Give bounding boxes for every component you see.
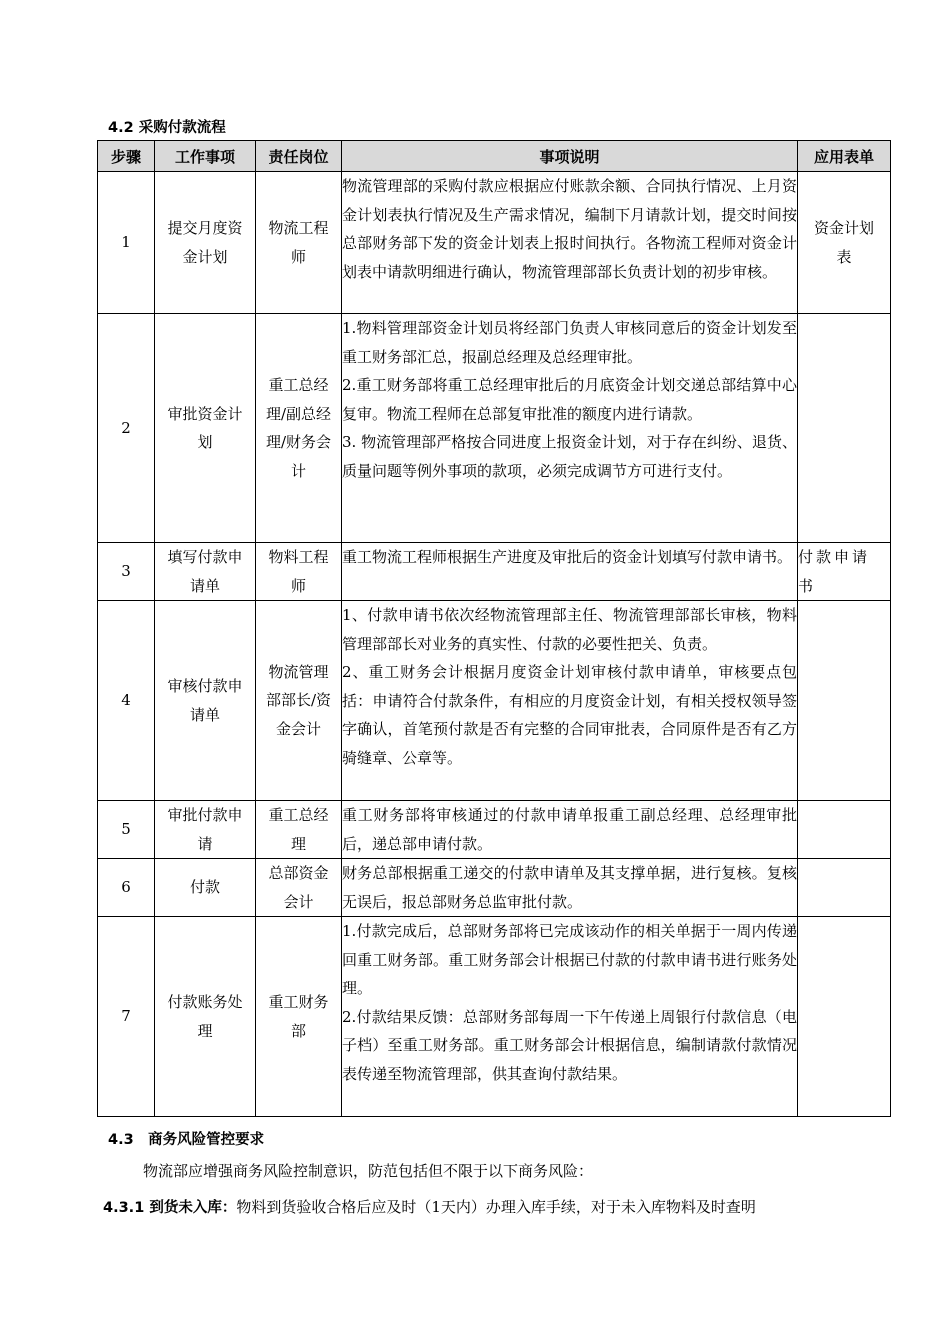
role-text: 重工财务部 bbox=[268, 993, 329, 1040]
description-paragraph: 1.付款完成后，总部财务部将已完成该动作的相关单据于一周内传递回重工财务部。重工财务部会计根据已付款的付款申请书进行账务处理。 bbox=[342, 922, 797, 997]
role-cell bbox=[256, 801, 342, 859]
role-cell bbox=[256, 543, 342, 601]
task-cell bbox=[155, 314, 256, 543]
task-text: 付款账务处理 bbox=[167, 993, 243, 1040]
description-paragraph: 1.物料管理部资金计划员将经部门负责人审核同意后的资金计划发至重工财务部汇总，报副总经理及总经理审批。 bbox=[342, 319, 797, 366]
task-cell bbox=[155, 543, 256, 601]
table-row bbox=[98, 314, 891, 543]
role-text: 重工总经理 bbox=[268, 806, 329, 853]
task-text: 审批资金计划 bbox=[167, 404, 243, 451]
table-row bbox=[98, 801, 891, 859]
item-4-3-1 bbox=[103, 1196, 756, 1217]
table-row bbox=[98, 601, 891, 801]
table-header-row bbox=[98, 141, 891, 172]
form-cell bbox=[798, 601, 891, 801]
form-cell bbox=[798, 859, 891, 917]
task-cell bbox=[155, 801, 256, 859]
role-cell bbox=[256, 859, 342, 917]
table-row bbox=[98, 859, 891, 917]
task-text: 付款 bbox=[189, 878, 220, 897]
section-4-3-intro: 物流部应增强商务风险控制意识，防范包括但不限于以下商务风险： bbox=[143, 1162, 594, 1180]
description-paragraph: 物流管理部的采购付款应根据应付账款余额、合同执行情况、上月资金计划表执行情况及生产需求情况，编制下月请款计划，提交时间按总部财务部下发的资金计划表上报时间执行。各物流工程师对资金计划表中请款明细进行确认，物流管理部部长负责计划的初步审核。 bbox=[342, 177, 797, 281]
form-text: 付款申请书 bbox=[798, 548, 871, 595]
form-cell bbox=[798, 314, 891, 543]
role-text: 物流管理部部长/资金会计 bbox=[265, 662, 332, 738]
step-cell: 6 bbox=[98, 859, 155, 917]
procurement-payment-table bbox=[97, 140, 891, 1117]
description-paragraph: 3. 物流管理部严格按合同进度上报资金计划，对于存在纠纷、退货、质量问题等例外事项的款项，必须完成调节方可进行支付。 bbox=[342, 433, 797, 480]
step-cell: 3 bbox=[98, 543, 155, 601]
role-text: 物流工程师 bbox=[268, 219, 329, 266]
description-cell bbox=[342, 917, 798, 1117]
form-cell bbox=[798, 917, 891, 1117]
form-cell bbox=[798, 801, 891, 859]
role-cell bbox=[256, 314, 342, 543]
header-step: 步骤 bbox=[98, 141, 155, 172]
header-description: 事项说明 bbox=[342, 141, 798, 172]
description-paragraph: 2.付款结果反馈：总部财务部每周一下午传递上周银行付款信息（电子档）至重工财务部。重工财务部会计根据信息，编制请款付款情况表传递至物流管理部，供其查询付款结果。 bbox=[342, 1007, 797, 1083]
description-paragraph: 2、重工财务会计根据月度资金计划审核付款申请单，审核要点包括：申请符合付款条件，有相应的月度资金计划，有相关授权领导签字确认，首笔预付款是否有完整的合同审批表，合同原件是否有乙方骑缝章、公章等。 bbox=[342, 663, 797, 767]
step-cell: 4 bbox=[98, 601, 155, 801]
description-paragraph: 重工物流工程师根据生产进度及审批后的资金计划填写付款申请书。 bbox=[342, 548, 793, 566]
description-cell bbox=[342, 859, 798, 917]
task-cell bbox=[155, 917, 256, 1117]
description-cell bbox=[342, 314, 798, 543]
description-cell bbox=[342, 543, 798, 601]
task-cell bbox=[155, 172, 256, 314]
description-paragraph: 2.重工财务部将重工总经理审批后的月底资金计划交递总部结算中心复审。物流工程师在总部复审批准的额度内进行请款。 bbox=[342, 376, 797, 423]
step-cell: 2 bbox=[98, 314, 155, 543]
role-cell bbox=[256, 601, 342, 801]
task-cell bbox=[155, 859, 256, 917]
step-cell: 7 bbox=[98, 917, 155, 1117]
role-text: 物料工程师 bbox=[268, 548, 329, 595]
role-text: 总部资金会计 bbox=[268, 864, 329, 911]
section-heading: 4.2 采购付款流程 bbox=[108, 120, 226, 136]
task-cell bbox=[155, 601, 256, 801]
task-text: 审核付款申请单 bbox=[167, 677, 243, 724]
role-text: 重工总经理/副总经理/财务会计 bbox=[265, 376, 332, 480]
description-paragraph: 1、付款申请书依次经物流管理部主任、物流管理部部长审核，物料管理部部长对业务的真实性、付款的必要性把关、负责。 bbox=[342, 606, 797, 653]
header-form: 应用表单 bbox=[798, 141, 891, 172]
item-4-3-1-text: 物料到货验收合格后应及时（1天内）办理入库手续，对于未入库物料及时查明 bbox=[236, 1198, 756, 1216]
description-paragraph: 财务总部根据重工递交的付款申请单及其支撑单据，进行复核。复核无误后，报总部财务总监审批付款。 bbox=[342, 864, 797, 911]
table-row bbox=[98, 917, 891, 1117]
role-cell bbox=[256, 917, 342, 1117]
step-cell: 1 bbox=[98, 172, 155, 314]
description-cell bbox=[342, 601, 798, 801]
task-text: 提交月度资金计划 bbox=[167, 219, 243, 266]
description-cell bbox=[342, 801, 798, 859]
description-cell bbox=[342, 172, 798, 314]
item-4-3-1-label: 4.3.1 到货未入库： bbox=[103, 1200, 237, 1216]
form-cell bbox=[798, 172, 891, 314]
table-row bbox=[98, 543, 891, 601]
step-cell: 5 bbox=[98, 801, 155, 859]
description-paragraph: 重工财务部将审核通过的付款申请单报重工副总经理、总经理审批后，递总部申请付款。 bbox=[342, 806, 797, 853]
task-text: 填写付款申请单 bbox=[167, 548, 243, 595]
form-cell bbox=[798, 543, 891, 601]
section-4-3-title: 4.3 商务风险管控要求 bbox=[108, 1132, 265, 1148]
role-cell bbox=[256, 172, 342, 314]
table-row bbox=[98, 172, 891, 314]
task-text: 审批付款申请 bbox=[167, 806, 243, 853]
header-task: 工作事项 bbox=[155, 141, 256, 172]
header-role: 责任岗位 bbox=[256, 141, 342, 172]
form-text: 资金计划表 bbox=[813, 219, 874, 266]
